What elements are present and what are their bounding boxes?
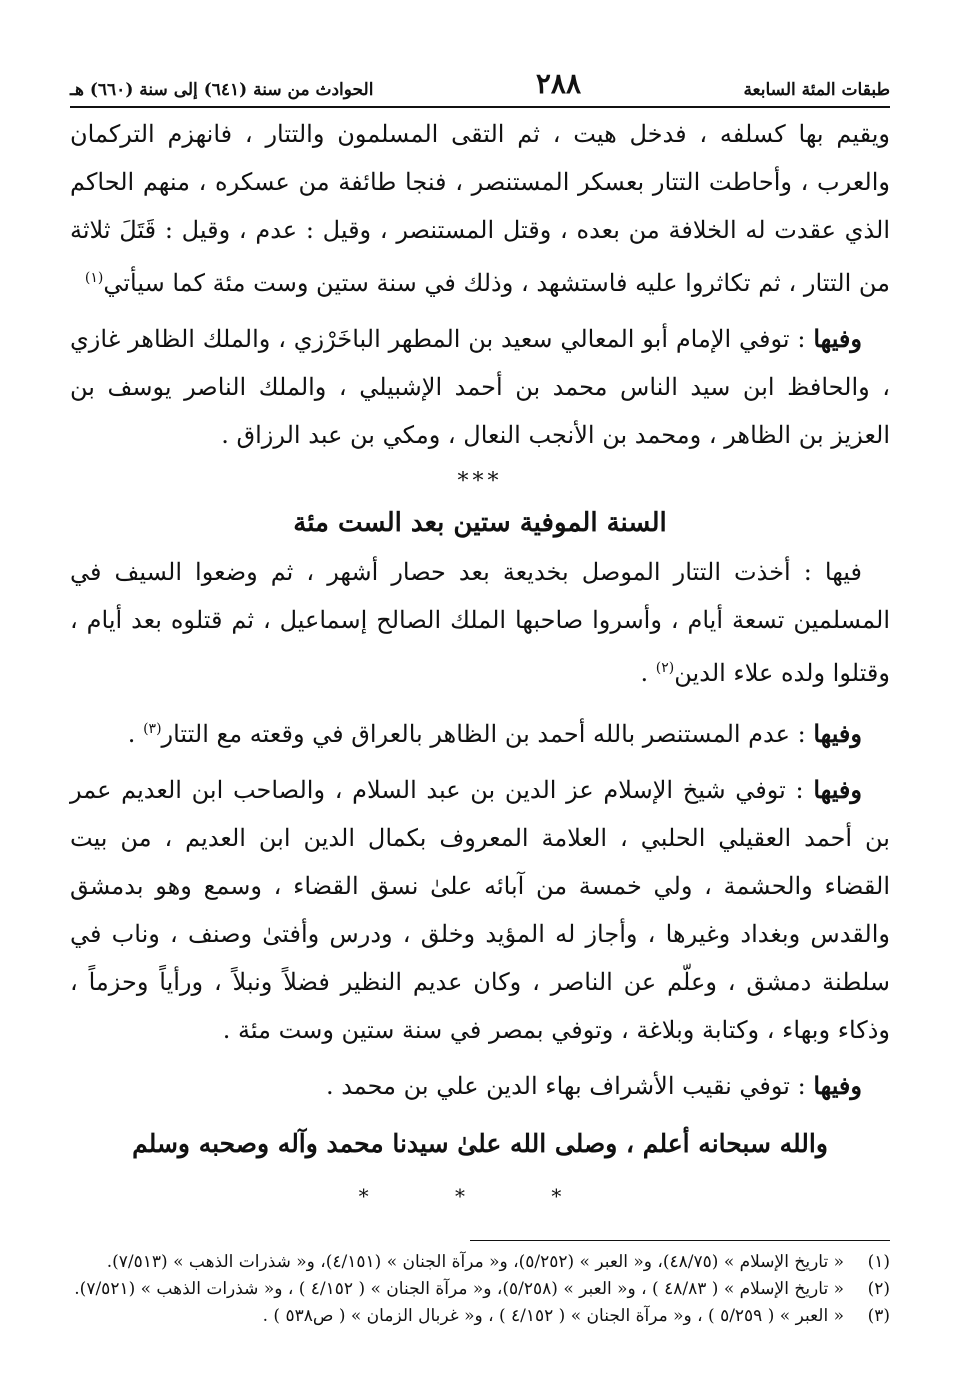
deaths-text-2: : توفي شيخ الإسلام عز الدين بن عبد السلام ، والصاحب ابن العديم عمر بن أحمد العقيلي الحلبي ، العلامة المعروف بكمال الدين ابن العديم ، من بيت القضاء والحشمة ، ولي خمسة من آبائه علىٰ نسق القضاء ، وسمع وهو بدمشق والقدس وبغداد وغيرها ، وأجاز له المؤيد وخلق ، ودرس وأفتىٰ وصنف ، وناب في سلطنة دمشق ، وعلّم عن الناصر ، وكان عديم النظير فضلاً ونبلاً ، ورأياً وحزماً ، وذكاء وبهاء ، وكتابة وبلاغة ، وتوفي بمصر في سنة ستين وست مئة . [70,776,890,1044]
deaths-paragraph-1 [70,315,890,459]
event-end-2: . [127,720,144,748]
footnote-number: (٣) [867,1306,890,1326]
deaths-lead-3: وفيها [813,1071,862,1100]
footnote-text: « تاريخ الإسلام » ( ٤٨/٨٣ ) ، و« العبر » (٥/٢٥٨)، و« مرآة الجنان » ( ٤/١٥٢ ) ، و« شذرات الذهب » (٧/٥٢١). [74,1279,844,1299]
footnote-2 [70,1276,890,1303]
deaths-paragraph-3 [70,1062,890,1110]
deaths-text-1: : توفي الإمام أبو المعالي سعيد بن المطهر الباخَرْزي ، والملك الظاهر غازي ، والحافظ ابن سيد الناس محمد بن أحمد الإشبيلي ، والملك الناصر يوسف بن العزيز بن الظاهر ، ومحمد بن الأنجب النعال ، ومكي بن عبد الرزاق . [70,325,891,449]
ornament-stars: * * * [358,1184,602,1208]
footnote-number: (١) [867,1252,890,1272]
event-lead-2: وفيها [813,719,862,748]
deaths-lead-2: وفيها [813,775,862,804]
footnote-rule [470,1240,890,1241]
footnote-number: (٢) [867,1279,890,1299]
event-text-1: فيها : أخذت التتار الموصل بخديعة بعد حصار أشهر ، ثم وضعوا السيف في المسلمين تسعة أيام ، وأسروا صاحبها الملك الصالح إسماعيل ، ثم قتلوه بعد أيام ، وقتلوا ولده علاء الدين [70,558,890,687]
footnote-text: « تاريخ الإسلام » (٤٨/٧٥)، و« العبر » (٥/٢٥٢)، و« مرآة الجنان » (٤/١٥١)، و« شذرات الذهب » (٧/٥١٣). [106,1252,844,1272]
deaths-lead-1: وفيها [813,324,862,353]
deaths-text-3: : توفي نقيب الأشراف بهاء الدين علي بن محمد . [325,1072,814,1100]
section-title: السنة الموفية ستين بعد الست مئة [293,508,667,538]
closing-prayer: والله سبحانه أعلم ، وصلى الله علىٰ سيدنا محمد وآله وصحبه وسلم [132,1129,828,1158]
footnote-ref-3: (٣) [143,721,162,737]
event-paragraph-2 [70,705,890,758]
deaths-paragraph-2 [70,766,890,1054]
footnotes [70,1249,890,1330]
footnote-text: « العبر » ( ٥/٢٥٩ ) ، و« مرآة الجنان » ( ٤/١٥٢ ) ، و« غربال الزمان » ( ص٥٣٨ ) . [262,1306,844,1326]
footnote-ref-2: (٢) [655,660,675,676]
footnote-ref-1: (١) [84,270,104,286]
footnote-1 [70,1249,890,1276]
section-separator: *** [457,469,503,494]
running-chapter-range: الحوادث من سنة (٦٤١) إلى سنة (٦٦٠) هـ [70,80,374,100]
running-book-title: طبقات المئة السابعة [743,80,890,100]
event-paragraph-1 [70,548,890,697]
footnote-3 [70,1303,890,1330]
book-page [70,60,890,1330]
top-paragraph [70,110,890,307]
page-number: ٢٨٨ [535,67,581,100]
event-end-1: . [640,659,656,687]
top-paragraph-text: ويقيم بها كسلفه ، فدخل هيت ، ثم التقى المسلمون والتتار ، فانهزم التركمان والعرب ، وأحاطت التتار بعسكر المستنصر ، فنجا طائفة من عسكره ، منهم الحاكم الذي عقدت له الخلافة من بعده ، وقتل المستنصر ، وقيل : عدم ، وقيل : قَتَلَ ثلاثة من التتار ، ثم تكاثروا عليه فاستشهد ، وذلك في سنة ستين وست مئة كما سيأتي [70,120,891,297]
page-header [70,60,890,108]
event-text-2: : عدم المستنصر بالله أحمد بن الظاهر بالعراق في وقعته مع التتار [161,720,814,748]
